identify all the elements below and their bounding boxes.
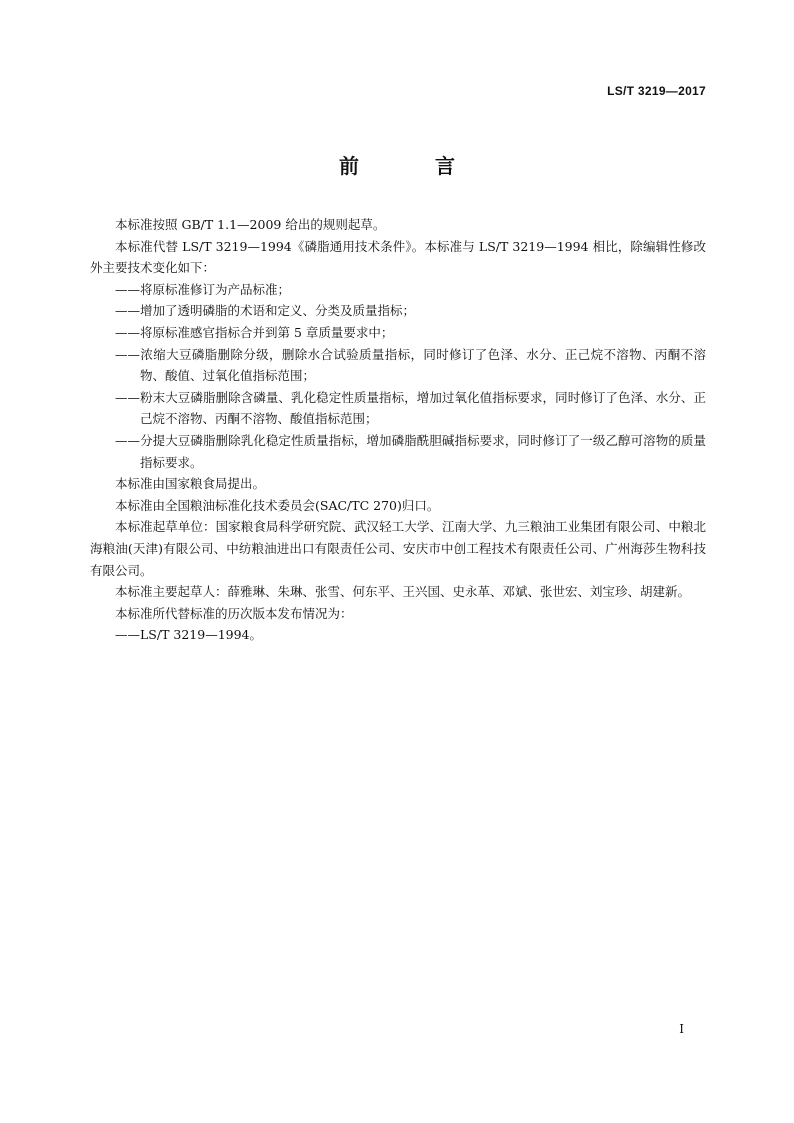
- standard-code: LS/T 3219—2017: [607, 84, 706, 98]
- change-item: ——将原标准感官指标合并到第 5 章质量要求中；: [115, 324, 394, 340]
- change-item: ——粉末大豆磷脂删除含磷量、乳化稳定性质量指标，增加过氧化值指标要求，同时修订了色泽、水分、正己烷不溶物、丙酮不溶物、酸值指标范围；: [115, 389, 706, 427]
- change-item: ——增加了透明磷脂的术语和定义、分类及质量指标；: [115, 303, 416, 319]
- paragraph-replacement: 本标准代替 LS/T 3219—1994《磷脂通用技术条件》。本标准与 LS/T 3219—1994 相比，除编辑性修改外主要技术变化如下：: [90, 238, 706, 276]
- history-item: ——LS/T 3219—1994。: [115, 627, 263, 643]
- document-body: [90, 214, 706, 646]
- paragraph-drafting-units: 本标准起草单位：国家粮食局科学研究院、武汉轻工大学、江南大学、九三粮油工业集团有限公司、中粮北海粮油(天津)有限公司、中纺粮油进出口有限责任公司、安庆市中创工程技术有限责任公司、广州海莎生物科技有限公司。: [90, 519, 706, 578]
- page-number: I: [679, 1022, 684, 1036]
- paragraph-drafters: 本标准主要起草人：薛雅琳、朱琳、张雪、何东平、王兴国、史永革、邓斌、张世宏、刘宝珍、胡建新。: [115, 584, 691, 600]
- page-title: 前 言: [339, 154, 483, 178]
- paragraph-drafting-rule: 本标准按照 GB/T 1.1—2009 给出的规则起草。: [115, 217, 386, 232]
- paragraph-committee: 本标准由全国粮油标准化技术委员会(SAC/TC 270)归口。: [115, 497, 440, 513]
- change-item: ——浓缩大豆磷脂删除分级，删除水合试验质量指标，同时修订了色泽、水分、正己烷不溶物、丙酮不溶物、酸值、过氧化值指标范围；: [115, 346, 706, 384]
- change-item: ——分提大豆磷脂删除乳化稳定性质量指标，增加磷脂酰胆碱指标要求，同时修订了一级乙醇可溶物的质量指标要求。: [115, 432, 706, 470]
- paragraph-proposer: 本标准由国家粮食局提出。: [115, 476, 266, 492]
- paragraph-history-intro: 本标准所代替标准的历次版本发布情况为：: [115, 605, 353, 621]
- change-item: ——将原标准修订为产品标准；: [115, 281, 291, 297]
